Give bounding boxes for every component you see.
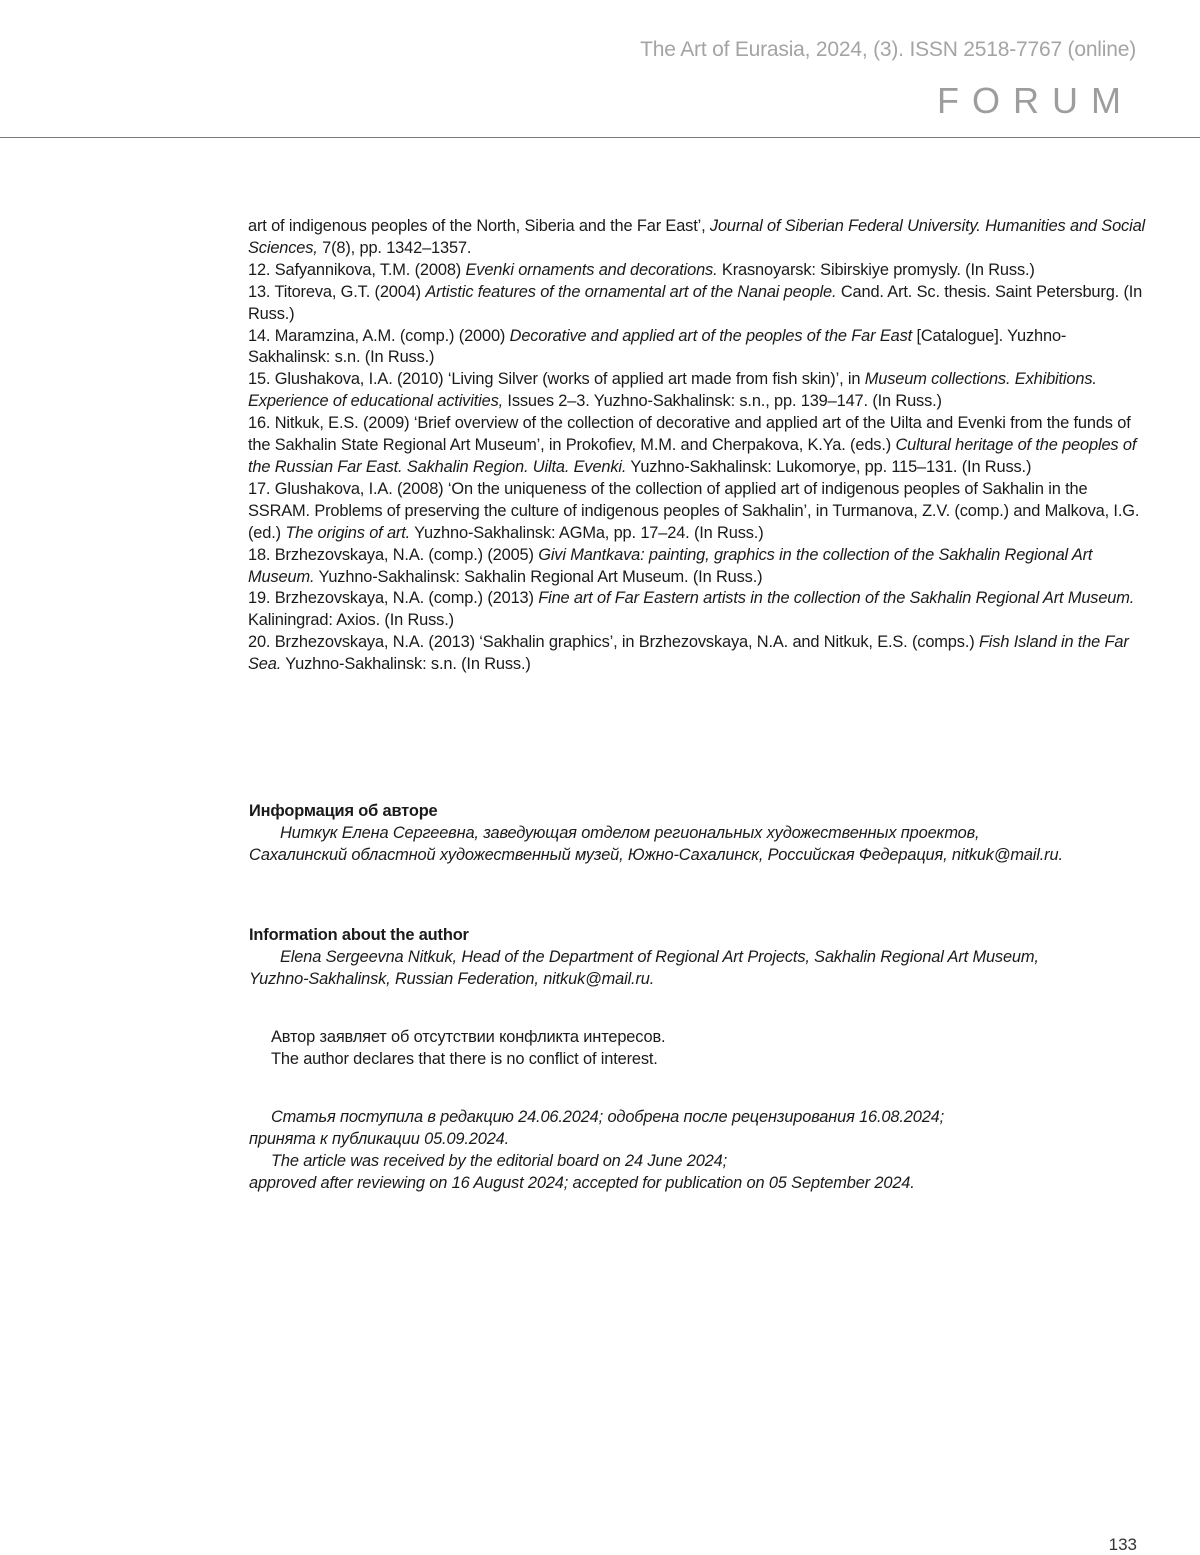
- page-number: 133: [1108, 1535, 1137, 1554]
- author-info-ru-line1: Ниткук Елена Сергеевна, заведующая отделом региональных художественных проектов,: [280, 823, 980, 842]
- reference-item-15: 15. Glushakova, I.A. (2010) ‘Living Silver (works of applied art made from fish skin)’, in Museum collections. Exhibitions. Experience of educational activities, Issues 2–3. Yuzhno-Sakhalinsk: s.n., pp. 139–147. (In Russ.): [248, 370, 1097, 411]
- reference-item-13: 13. Titoreva, G.T. (2004) Artistic features of the ornamental art of the Nanai people. Cand. Art. Sc. thesis. Saint Petersburg. (In Russ.): [248, 282, 1143, 323]
- author-info-ru-line2: Сахалинский областной художественный музей, Южно-Сахалинск, Российская Федерация, nitkuk@mail.ru.: [249, 845, 1063, 864]
- reference-item-12: 12. Safyannikova, T.M. (2008) Evenki ornaments and decorations. Krasnoyarsk: Sibirskiye promysly. (In Russ.): [248, 260, 1035, 279]
- article-dates-ru-line2: принята к публикации 05.09.2024.: [249, 1129, 510, 1148]
- article-dates-ru-line1: Статья поступила в редакцию 24.06.2024; одобрена после рецензирования 16.08.2024;: [271, 1108, 945, 1126]
- reference-item-16: 16. Nitkuk, E.S. (2009) ‘Brief overview of the collection of decorative and applied art of the Uilta and Evenki from the funds of the Sakhalin State Regional Art Museum’, in Prokofiev, M.M. and Cherpakova, K.Ya. (eds.) Cultural heritage of the peoples of the Russian Far East. Sakhalin Region. Uilta. Evenki. Yuzhno-Sakhalinsk: Lukomorye, pp. 115–131. (In Russ.): [248, 414, 1137, 476]
- author-info-en-heading: Information about the author: [249, 926, 469, 944]
- author-info-ru-heading: Информация об авторе: [249, 802, 438, 820]
- article-dates: [249, 1107, 1149, 1195]
- section-title: FORUM: [937, 80, 1134, 121]
- conflict-statement-en: The author declares that there is no conflict of interest.: [271, 1049, 658, 1068]
- author-info-ru: [249, 801, 1149, 867]
- author-info-en-line2: Yuzhno-Sakhalinsk, Russian Federation, nitkuk@mail.ru.: [249, 969, 655, 988]
- reference-list: [248, 216, 1148, 676]
- reference-item-18: 18. Brzhezovskaya, N.A. (comp.) (2005) Givi Mantkava: painting, graphics in the collection of the Sakhalin Regional Art Museum. Yuzhno-Sakhalinsk: Sakhalin Regional Art Museum. (In Russ.): [248, 545, 1093, 586]
- reference-item-19: 19. Brzhezovskaya, N.A. (comp.) (2013) Fine art of Far Eastern artists in the collection of the Sakhalin Regional Art Museum. Kaliningrad: Axios. (In Russ.): [248, 589, 1135, 630]
- author-info-en: [249, 925, 1149, 991]
- reference-item-20: 20. Brzhezovskaya, N.A. (2013) ‘Sakhalin graphics’, in Brzhezovskaya, N.A. and Nitkuk, E.S. (comps.) Fish Island in the Far Sea. Yuzhno-Sakhalinsk: s.n. (In Russ.): [248, 633, 1129, 674]
- header-divider: [0, 137, 1200, 138]
- reference-item-17: 17. Glushakova, I.A. (2008) ‘On the uniqueness of the collection of applied art of indigenous peoples of Sakhalin in the SSRAM. Problems of preserving the culture of indigenous peoples of Sakhalin’, in Turmanova, Z.V. (comp.) and Malkova, I.G. (ed.) The origins of art. Yuzhno-Sakhalinsk: AGMa, pp. 17–24. (In Russ.): [248, 479, 1140, 542]
- author-info-en-line1: Elena Sergeevna Nitkuk, Head of the Department of Regional Art Projects, Sakhalin Regional Art Museum,: [280, 947, 1039, 966]
- journal-citation: The Art of Eurasia, 2024, (3). ISSN 2518-7767 (online): [640, 38, 1136, 61]
- reference-item-14: 14. Maramzina, A.M. (comp.) (2000) Decorative and applied art of the peoples of the Far East [Catalogue]. Yuzhno-Sakhalinsk: s.n. (In Russ.): [248, 326, 1067, 367]
- conflict-statement-ru: Автор заявляет об отсутствии конфликта интересов.: [271, 1028, 666, 1046]
- conflict-statement: [249, 1027, 1149, 1071]
- reference-item-11: art of indigenous peoples of the North, Siberia and the Far East’, Journal of Siberian Federal University. Humanities and Social Sciences, 7(8), pp. 1342–1357.: [248, 217, 1146, 257]
- article-dates-en-line2: approved after reviewing on 16 August 2024; accepted for publication on 05 September 2024.: [249, 1173, 915, 1192]
- article-dates-en-line1: The article was received by the editorial board on 24 June 2024;: [271, 1151, 727, 1170]
